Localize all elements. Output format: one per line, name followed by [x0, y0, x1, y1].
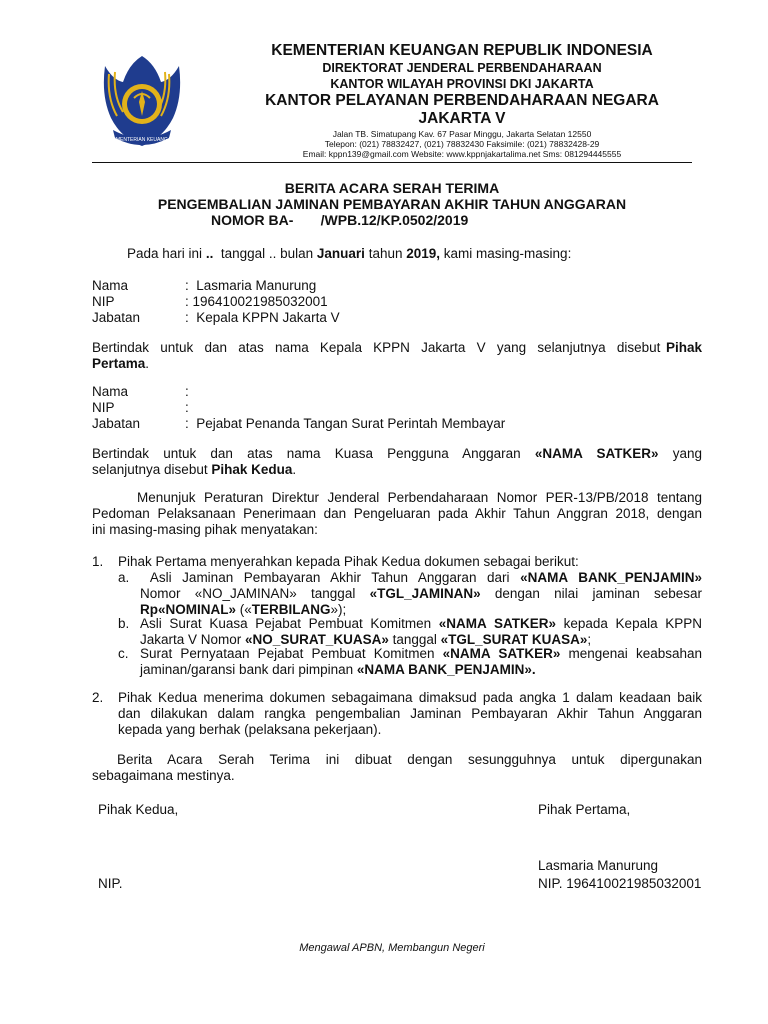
signature-left-nip: NIP.: [98, 876, 123, 891]
signature-right-nip: NIP. 196410021985032001: [538, 876, 702, 891]
party2-position-label: Jabatan: [92, 416, 141, 431]
document-subtitle: PENGEMBALIAN JAMINAN PEMBAYARAN AKHIR TAHUN ANGGARAN: [157, 196, 627, 212]
item1a-label: a.: [118, 570, 130, 585]
party2-nip-label: NIP: [92, 400, 115, 415]
party1-position-label: Jabatan: [92, 310, 141, 325]
party2-position-value: : Pejabat Penanda Tangan Surat Perintah Membayar: [185, 416, 506, 431]
footer-motto: Mengawal APBN, Membangun Negeri: [299, 942, 485, 954]
svg-text:KEMENTERIAN KEUANGAN: KEMENTERIAN KEUANGAN: [109, 137, 175, 143]
item2-text: Pihak Kedua menerima dokumen sebagaimana dimaksud pada angka 1 dalam keadaan baik dan dilakukan dalam rangka pengembalian Jaminan Pembayaran Akhir Tahun Anggaran kepada yang berhak (pelaksana pekerjaan).: [118, 690, 702, 737]
signature-right-title: Pihak Pertama,: [538, 802, 631, 817]
party1-nip-value: : 196410021985032001: [185, 294, 328, 309]
reference-paragraph: Menunjuk Peraturan Direktur Jenderal Perbendaharaan Nomor PER-13/PB/2018 tentang Pedoman Pelaksanaan Penerimaan dan Pengeluaran pada Akhir Tahun Anggran 2018, dengan ini masing-masing pihak menyatakan:: [92, 490, 702, 537]
letterhead-ministry: KEMENTERIAN KEUANGAN REPUBLIK INDONESIA: [271, 42, 653, 59]
item2-number: 2.: [92, 690, 104, 705]
item1-text: Pihak Pertama menyerahkan kepada Pihak Kedua dokumen sebagai berikut:: [118, 554, 579, 569]
party1-name-label: Nama: [92, 278, 129, 293]
item1b-text: Asli Surat Kuasa Pejabat Pembuat Komitmen «NAMA SATKER» kepada Kepala KPPN Jakarta V Nomor «NO_SURAT_KUASA» tanggal «TGL_SURAT KUASA»;: [140, 616, 703, 647]
item1a-text: Asli Jaminan Pembayaran Akhir Tahun Anggaran dari «NAMA BANK_PENJAMIN» Nomor «NO_JAMINAN» tanggal «TGL_JAMINAN» dengan nilai jaminan sebesar Rp«NOMINAL» («TERBILANG»);: [140, 570, 703, 617]
document-number: NOMOR BA- /WPB.12/KP.0502/2019: [211, 212, 469, 228]
signature-left-title: Pihak Kedua,: [98, 802, 179, 817]
party2-description: Bertindak untuk dan atas nama Kuasa Pengguna Anggaran «NAMA SATKER» yang selanjutnya disebut Pihak Kedua.: [92, 446, 703, 477]
party1-name-value: : Lasmaria Manurung: [185, 278, 317, 293]
letterhead-phone: Telepon: (021) 78832427, (021) 78832430 Faksimile: (021) 78832428-29: [324, 139, 600, 149]
letterhead-regional-office: KANTOR WILAYAH PROVINSI DKI JAKARTA: [330, 77, 594, 91]
party1-position-value: : Kepala KPPN Jakarta V: [185, 310, 340, 325]
signature-right-name: Lasmaria Manurung: [538, 858, 659, 873]
letterhead-office: KANTOR PELAYANAN PERBENDAHARAAN NEGARA: [265, 92, 659, 109]
party2-name-label: Nama: [92, 384, 129, 399]
letterhead-contact: Email: kppn139@gmail.com Website: www.kppnjakartalima.net Sms: 081294445555: [302, 149, 622, 159]
item1-number: 1.: [92, 554, 104, 569]
letterhead-directorate: DIREKTORAT JENDERAL PERBENDAHARAAN: [322, 61, 602, 75]
letterhead-address: Jalan TB. Simatupang Kav. 67 Pasar Minggu, Jakarta Selatan 12550: [332, 129, 592, 139]
party1-nip-label: NIP: [92, 294, 115, 309]
item1b-label: b.: [118, 616, 130, 631]
letterhead-divider: [92, 162, 692, 163]
kemenkeu-logo: [99, 46, 185, 154]
party2-nip-value: :: [185, 400, 189, 415]
document-title: BERITA ACARA SERAH TERIMA: [284, 180, 500, 196]
letterhead: [0, 0, 768, 170]
item1c-label: c.: [118, 646, 129, 661]
letterhead-office-city: JAKARTA V: [418, 110, 506, 127]
garuda-emblem-icon: [99, 46, 185, 154]
intro-paragraph: Pada hari ini .. tanggal .. bulan Januari tahun 2019, kami masing-masing:: [127, 246, 572, 261]
party1-description: Bertindak untuk dan atas nama Kepala KPPN Jakarta V yang selanjutnya disebut Pihak Pertama.: [92, 340, 702, 371]
party2-name-value: :: [185, 384, 189, 399]
closing-paragraph: Berita Acara Serah Terima ini dibuat dengan sesungguhnya untuk dipergunakan sebagaimana mestinya.: [92, 752, 702, 783]
item1c-text: Surat Pernyataan Pejabat Pembuat Komitmen «NAMA SATKER» mengenai keabsahan jaminan/garansi bank dari pimpinan «NAMA BANK_PENJAMIN».: [140, 646, 702, 677]
